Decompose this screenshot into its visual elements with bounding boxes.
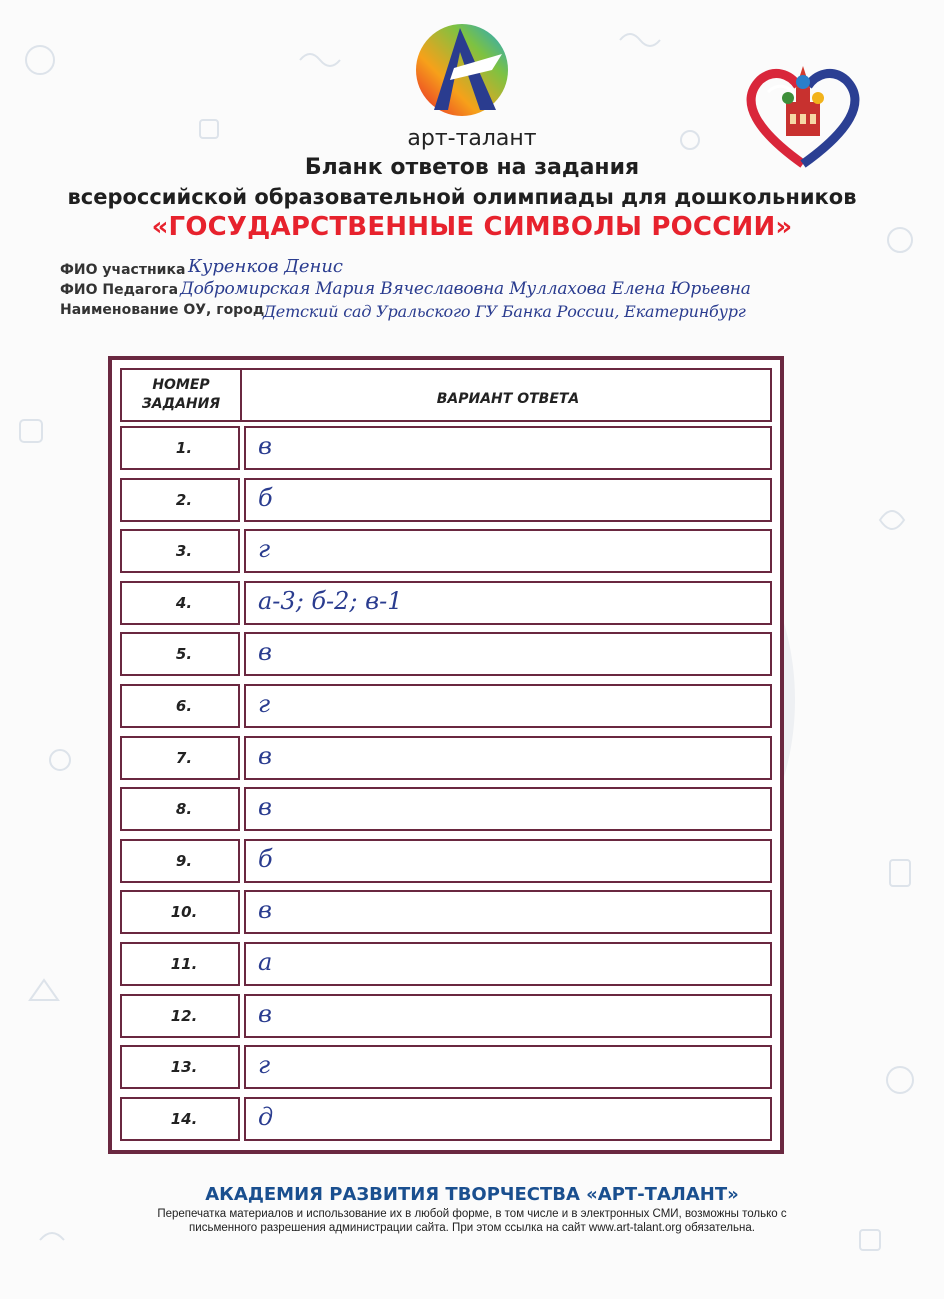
table-row	[120, 839, 772, 883]
table-row	[120, 787, 772, 831]
answer-text: в	[258, 999, 272, 1028]
task-number-cell: 8.	[120, 787, 240, 831]
copyright-note	[60, 1207, 884, 1235]
answer-text: д	[258, 1102, 274, 1131]
table-header	[120, 368, 772, 422]
table-row	[120, 890, 772, 934]
answer-text: в	[258, 638, 272, 667]
table-row	[120, 426, 772, 470]
answer-text: а	[258, 948, 273, 976]
participant-label: ФИО участника	[60, 262, 186, 278]
answer-cell[interactable]	[244, 581, 772, 625]
footer-title: АКАДЕМИЯ РАЗВИТИЯ ТВОРЧЕСТВА «АРТ-ТАЛАНТ»	[205, 1184, 739, 1205]
answer-table	[108, 356, 784, 1154]
task-number-cell: 12.	[120, 994, 240, 1038]
table-row	[120, 736, 772, 780]
answer-cell[interactable]	[244, 787, 772, 831]
task-number-cell: 10.	[120, 890, 240, 934]
answer-text: в	[258, 896, 272, 925]
answer-cell[interactable]	[244, 478, 772, 522]
task-number-cell: 14.	[120, 1097, 240, 1141]
form-subtitle: всероссийской образовательной олимпиады для дошкольников	[67, 185, 857, 209]
answer-cell[interactable]	[244, 632, 772, 676]
teacher-label: ФИО Педагога	[60, 282, 179, 298]
answer-cell[interactable]	[244, 1045, 772, 1089]
answer-text: г	[258, 690, 271, 718]
task-number-cell: 11.	[120, 942, 240, 986]
brand-name: арт-талант	[407, 126, 537, 151]
table-row	[120, 581, 772, 625]
task-number-cell: 3.	[120, 529, 240, 573]
answer-cell[interactable]	[244, 426, 772, 470]
answer-cell[interactable]	[244, 529, 772, 573]
answer-cell[interactable]	[244, 1097, 772, 1141]
table-row	[120, 632, 772, 676]
answer-cell[interactable]	[244, 890, 772, 934]
answer-text: б	[258, 844, 273, 873]
column-header-task-number-line1: НОМЕР	[152, 377, 210, 393]
answer-cell[interactable]	[244, 839, 772, 883]
answer-cell[interactable]	[244, 942, 772, 986]
teacher-value: Добромирская Мария Вячеславовна Муллахова Елена Юрьевна	[180, 279, 751, 299]
table-row	[120, 529, 772, 573]
column-header-task-number	[122, 370, 242, 420]
answer-text: в	[258, 432, 272, 460]
answer-text: г	[258, 1051, 271, 1080]
task-number-cell: 2.	[120, 478, 240, 522]
org-label: Наименование ОУ, город	[60, 302, 265, 318]
table-row	[120, 684, 772, 728]
task-number-cell: 4.	[120, 581, 240, 625]
answer-cell[interactable]	[244, 736, 772, 780]
table-row	[120, 942, 772, 986]
answer-text: г	[258, 535, 271, 564]
answer-cell[interactable]	[244, 684, 772, 728]
task-number-cell: 5.	[120, 632, 240, 676]
table-row	[120, 478, 772, 522]
task-number-cell: 7.	[120, 736, 240, 780]
answer-text: в	[258, 741, 272, 770]
task-number-cell: 6.	[120, 684, 240, 728]
copyright-note-line2: письменного разрешения администрации сайта. При этом ссылка на сайт www.art-talant.org обязательна.	[189, 1222, 755, 1234]
answer-text: а-3; б-2; в-1	[258, 586, 403, 615]
answer-cell[interactable]	[244, 994, 772, 1038]
org-value: Детский сад Уральского ГУ Банка России, Екатеринбург	[263, 302, 746, 321]
table-row	[120, 994, 772, 1038]
task-number-cell: 13.	[120, 1045, 240, 1089]
participant-value: Куренков Денис	[188, 256, 344, 277]
art-talant-logo-icon	[404, 10, 520, 124]
task-number-cell: 9.	[120, 839, 240, 883]
olympiad-name: «ГОСУДАРСТВЕННЫЕ СИМВОЛЫ РОССИИ»	[151, 212, 793, 242]
task-number-cell: 1.	[120, 426, 240, 470]
form-title: Бланк ответов на задания	[304, 155, 640, 180]
kremlin-heart-emblem-icon	[738, 52, 868, 172]
column-header-answer: ВАРИАНТ ОТВЕТА	[436, 391, 580, 407]
table-row	[120, 1097, 772, 1141]
answer-text: б	[258, 483, 273, 512]
column-header-task-number-line2: ЗАДАНИЯ	[141, 396, 221, 412]
copyright-note-line1: Перепечатка материалов и использование их в любой форме, в том числе и в электронных СМИ, возможны только с	[157, 1208, 787, 1220]
answer-text: в	[258, 793, 272, 822]
table-row	[120, 1045, 772, 1089]
